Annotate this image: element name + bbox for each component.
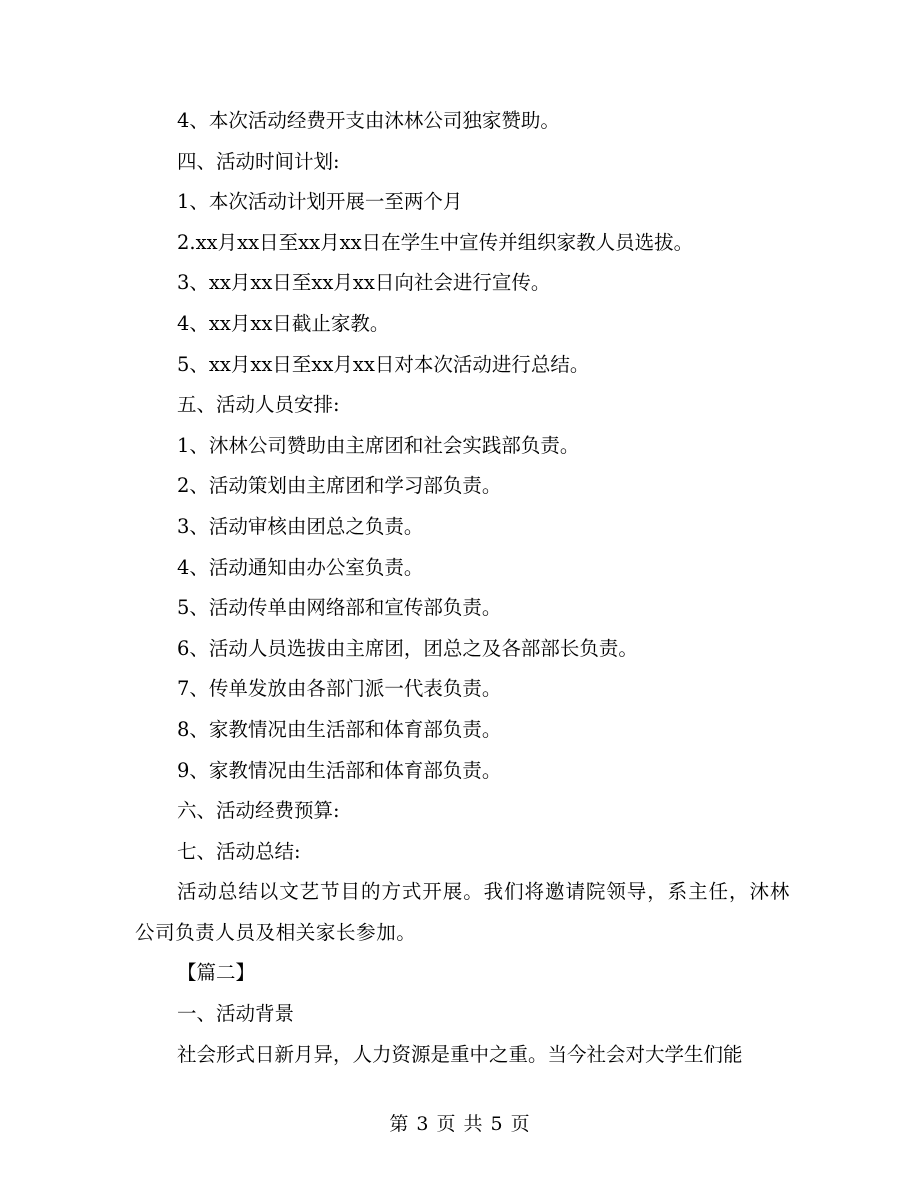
section-heading-background: 一、活动背景 xyxy=(177,1002,295,1026)
background-paragraph: 社会形式日新月异，人力资源是重中之重。当今社会对大学生们能 xyxy=(177,1042,743,1066)
text-line: 4、活动通知由办公室负责。 xyxy=(177,555,424,579)
page-footer: 第 3 页 共 5 页 xyxy=(389,1113,531,1135)
section-heading-summary: 七、活动总结: xyxy=(177,839,301,863)
text-line: 4、xx月xx日截止家教。 xyxy=(177,311,390,335)
text-line: 8、家教情况由生活部和体育部负责。 xyxy=(177,717,502,741)
section-heading-budget: 六、活动经费预算: xyxy=(177,799,340,823)
document-body xyxy=(135,101,790,1075)
text-line: 6、活动人员选拔由主席团，团总之及各部部长负责。 xyxy=(177,636,638,660)
text-line: 9、家教情况由生活部和体育部负责。 xyxy=(177,758,502,782)
text-line: 7、传单发放由各部门派一代表负责。 xyxy=(177,677,502,701)
text-line: 3、xx月xx日至xx月xx日向社会进行宣传。 xyxy=(177,271,551,295)
text-line: 5、活动传单由网络部和宣传部负责。 xyxy=(177,596,502,620)
text-line: 3、活动审核由团总之负责。 xyxy=(177,514,424,538)
text-line: 1、沐林公司赞助由主席团和社会实践部负责。 xyxy=(177,433,580,457)
summary-paragraph: 活动总结以文艺节目的方式开展。我们将邀请院领导，系主任，沐林公司负责人员及相关家长参加。 xyxy=(135,880,790,944)
text-line: 5、xx月xx日至xx月xx日对本次活动进行总结。 xyxy=(177,352,590,376)
part-heading: 【篇二】 xyxy=(177,961,256,985)
text-line: 2.xx月xx日至xx月xx日在学生中宣传并组织家教人员选拔。 xyxy=(177,230,694,254)
section-heading-schedule: 四、活动时间计划: xyxy=(177,149,340,173)
text-line: 4、本次活动经费开支由沐林公司独家赞助。 xyxy=(177,109,560,132)
text-line: 2、活动策划由主席团和学习部负责。 xyxy=(177,474,502,498)
text-line: 1、本次活动计划开展一至两个月 xyxy=(177,190,463,214)
section-heading-staffing: 五、活动人员安排: xyxy=(177,393,340,417)
